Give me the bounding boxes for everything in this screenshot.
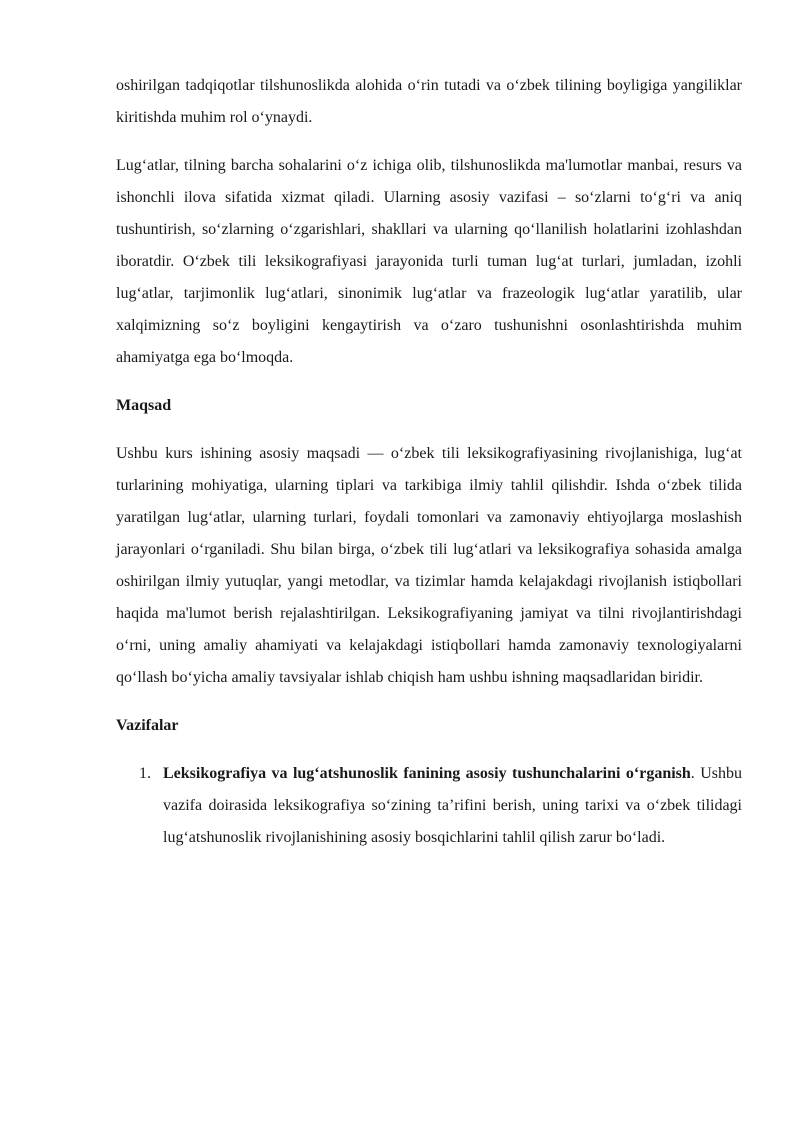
heading-tasks: Vazifalar (116, 717, 179, 734)
paragraph-goal: Ushbu kurs ishining asosiy maqsadi — o‘zbek tili leksikografiyasining rivojlanishiga, lug‘at turlarining mohiyatiga, ularning tiplari va tarkibiga ilmiy tahlil qilishdir. Ishda o‘zbek tilida yaratilgan lug‘atlar, ularning turlari, foydali tomonlari va zamonaviy ehtiyojlarga moslashish jarayonlari o‘rganiladi. Shu bilan birga, o‘zbek tili lug‘atlari va leksikografiya sohasida amalga oshirilgan ilmiy yutuqlar, yangi metodlar, va tizimlar hamda kelajakdagi rivojlanish istiqbollari haqida ma'lumot berish rejalashtirilgan. Leksikografiyaning jamiyat va tilni rivojlantirishdagi o‘rni, uning amaliy ahamiyati va kelajakdagi istiqbollari hamda zamonaviy texnologiyalarni qo‘llash bo‘yicha amaliy tavsiyalar ishlab chiqish ham ushbu ishning maqsadlaridan biridir. (116, 445, 742, 686)
task-title: Leksikografiya va lug‘atshunoslik fanining asosiy tushunchalarini o‘rganish (163, 765, 691, 782)
document-page (116, 70, 742, 854)
task-number: 1. (139, 765, 151, 782)
heading-goal: Maqsad (116, 397, 172, 414)
task-item (116, 758, 742, 854)
task-text: . Ushbu vazifa doirasida leksikografiya so‘zining ta’rifini berish, uning tarixi va o‘zbek tilidagi lug‘atshunoslik rivojlanishining asosiy bosqichlarini tahlil qilish zarur bo‘ladi. (163, 765, 743, 846)
paragraph-dictionaries: Lug‘atlar, tilning barcha sohalarini o‘z ichiga olib, tilshunoslikda ma'lumotlar manbai, resurs va ishonchli ilova sifatida xizmat qiladi. Ularning asosiy vazifasi – so‘zlarni to‘g‘ri va aniq tushuntirish, so‘zlarning o‘zgarishlari, shakllari va ularning qo‘llanilish holatlarini izohlashdan iboratdir. O‘zbek tili leksikografiyasi jarayonida turli tuman lug‘at turlari, jumladan, izohli lug‘atlar, tarjimonlik lug‘atlari, sinonimik lug‘atlar va frazeologik lug‘atlar yaratilib, ular xalqimizning so‘z boyligini kengaytirish va o‘zaro tushunishni osonlashtirishda muhim ahamiyatga ega bo‘lmoqda. (116, 157, 742, 366)
paragraph-continuation: oshirilgan tadqiqotlar tilshunoslikda alohida o‘rin tutadi va o‘zbek tilining boyligiga yangiliklar kiritishda muhim rol o‘ynaydi. (116, 77, 742, 126)
task-list (116, 758, 742, 854)
